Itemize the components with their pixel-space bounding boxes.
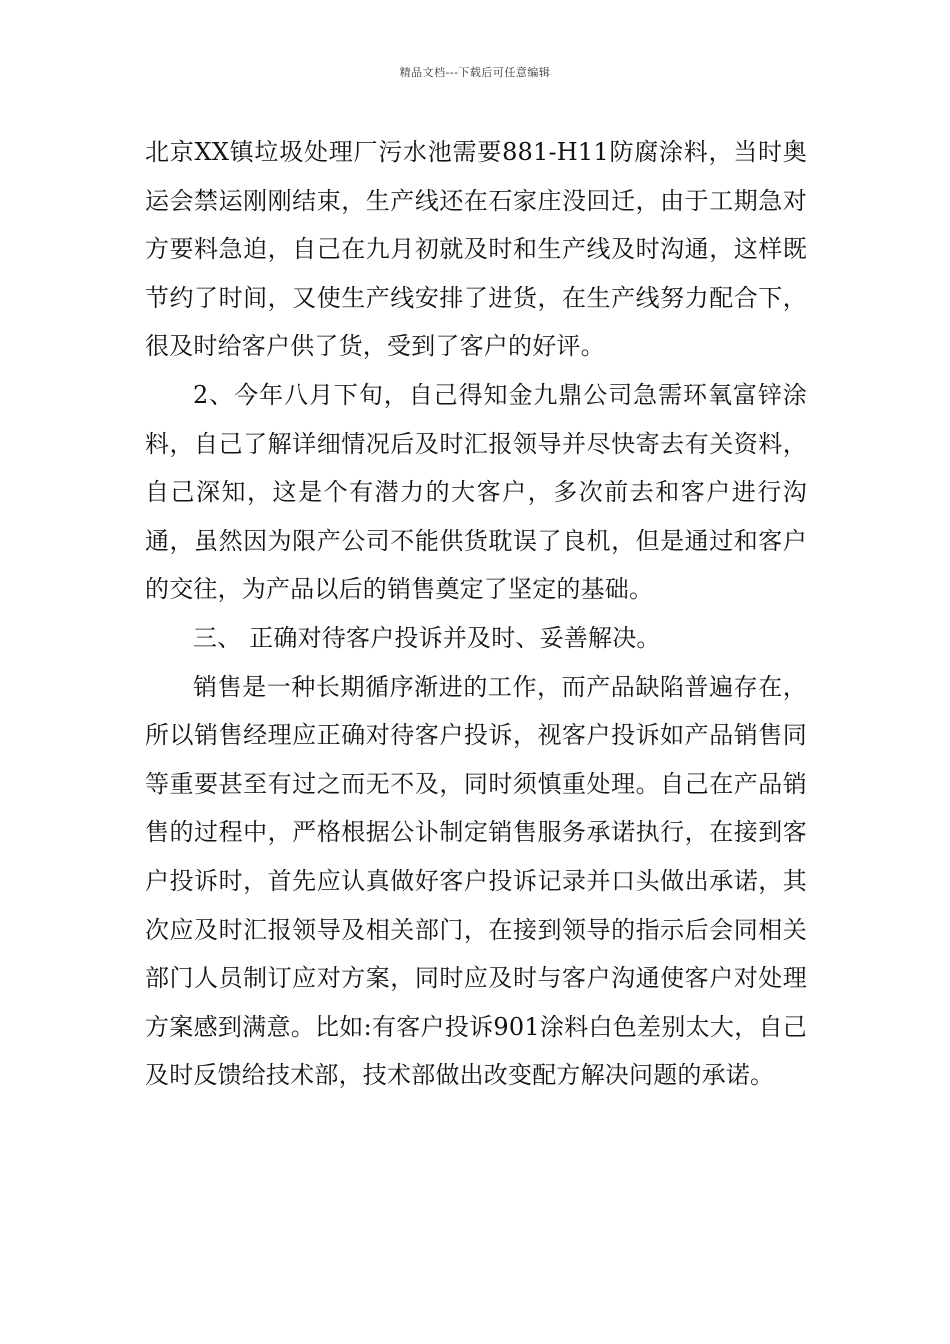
- page-header: 精品文档---下载后可任意编辑: [399, 66, 551, 79]
- section-heading-3: 三、 正确对待客户投诉并及时、妥善解决。: [193, 623, 661, 652]
- paragraph-continued: 北京XX镇垃圾处理厂污水池需要881-H11防腐涂料，当时奥运会禁运刚刚结束，生产线还在石家庄没回迁，由于工期急对方要料急迫，自己在九月初就及时和生产线及时沟通，这样既节约了时间，又使生产线安排了进货，在生产线努力配合下，很及时给客户供了货，受到了客户的好评。: [145, 138, 807, 361]
- document-body: [145, 128, 807, 1100]
- paragraph-item-2: 2、今年八月下旬，自己得知金九鼎公司急需环氧富锌涂料，自己了解详细情况后及时汇报领导并尽快寄去有关资料，自己深知，这是个有潜力的大客户，多次前去和客户进行沟通，虽然因为限产公司不能供货耽误了良机，但是通过和客户的交往，为产品以后的销售奠定了坚定的基础。: [145, 380, 807, 604]
- paragraph-sales: 销售是一种长期循序渐进的工作，而产品缺陷普遍存在，所以销售经理应正确对待客户投诉，视客户投诉如产品销售同等重要甚至有过之而无不及，同时须慎重处理。自己在产品销售的过程中，严格根据公讣制定销售服务承诺执行，在接到客户投诉时，首先应认真做好客户投诉记录并口头做出承诺，其次应及时汇报领导及相关部门，在接到领导的指示后会同相关部门人员制订应对方案，同时应及时与客户沟通使客户对处理方案感到满意。比如:有客户投诉901涂料白色差别太大，自己及时反馈给技术部，技术部做出改变配方解决问题的承诺。: [145, 672, 807, 1090]
